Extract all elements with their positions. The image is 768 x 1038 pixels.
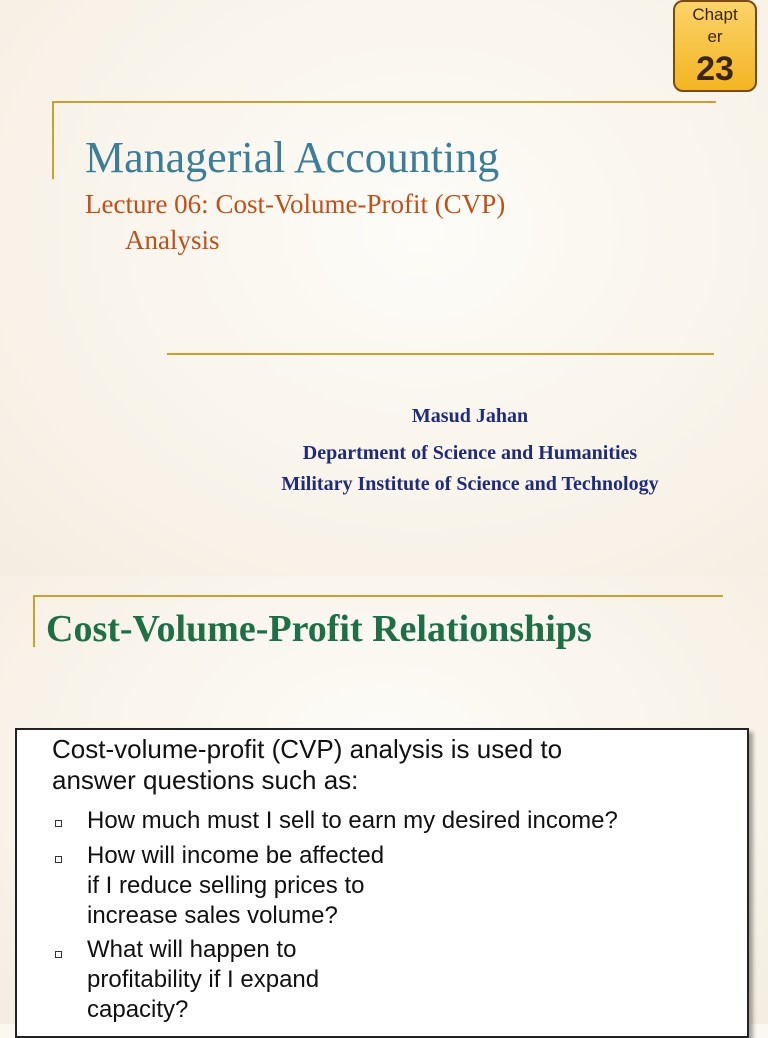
lecture-subtitle xyxy=(85,186,645,258)
page-title: Managerial Accounting xyxy=(85,133,500,182)
bullet-3-line-3: capacity? xyxy=(87,996,189,1023)
author-department: Department of Science and Humanities xyxy=(302,442,638,464)
bullet-square-icon xyxy=(55,856,62,863)
subtitle-line-1: Lecture 06: Cost-Volume-Profit (CVP) xyxy=(85,189,506,219)
divider-top-vertical xyxy=(52,101,54,179)
bullet-2-line-2: if I reduce selling prices to xyxy=(87,872,365,899)
intro-text xyxy=(52,734,732,796)
subtitle-line-2: Analysis xyxy=(125,225,220,255)
bullet-item xyxy=(87,841,737,931)
chapter-badge xyxy=(673,0,757,92)
intro-line-2: answer questions such as: xyxy=(52,765,359,795)
author-institute: Military Institute of Science and Technology xyxy=(281,473,659,495)
bullet-square-icon xyxy=(55,820,62,827)
divider-middle xyxy=(167,353,714,355)
divider-top xyxy=(52,101,716,103)
intro-line-1: Cost-volume-profit (CVP) analysis is used to xyxy=(52,734,563,764)
chapter-number: 23 xyxy=(696,50,734,88)
bullet-2-line-1: How will income be affected xyxy=(87,842,385,869)
bullet-item xyxy=(87,935,737,1025)
questions-box xyxy=(15,728,749,1038)
chapter-label: Chapter xyxy=(692,5,738,46)
bullet-3-line-1: What will happen to xyxy=(87,936,297,963)
author-name: Masud Jahan xyxy=(411,405,529,427)
divider-slide2-vertical xyxy=(33,595,35,647)
section-title: Cost-Volume-Profit Relationships xyxy=(46,608,592,650)
divider-slide2 xyxy=(33,595,723,597)
bullet-1-line-1: How much must I sell to earn my desired income? xyxy=(87,807,618,834)
bullet-3-line-2: profitability if I expand xyxy=(87,966,320,993)
bullet-2-line-3: increase sales volume? xyxy=(87,902,338,929)
bullet-square-icon xyxy=(55,951,62,958)
bullet-item xyxy=(87,806,737,836)
